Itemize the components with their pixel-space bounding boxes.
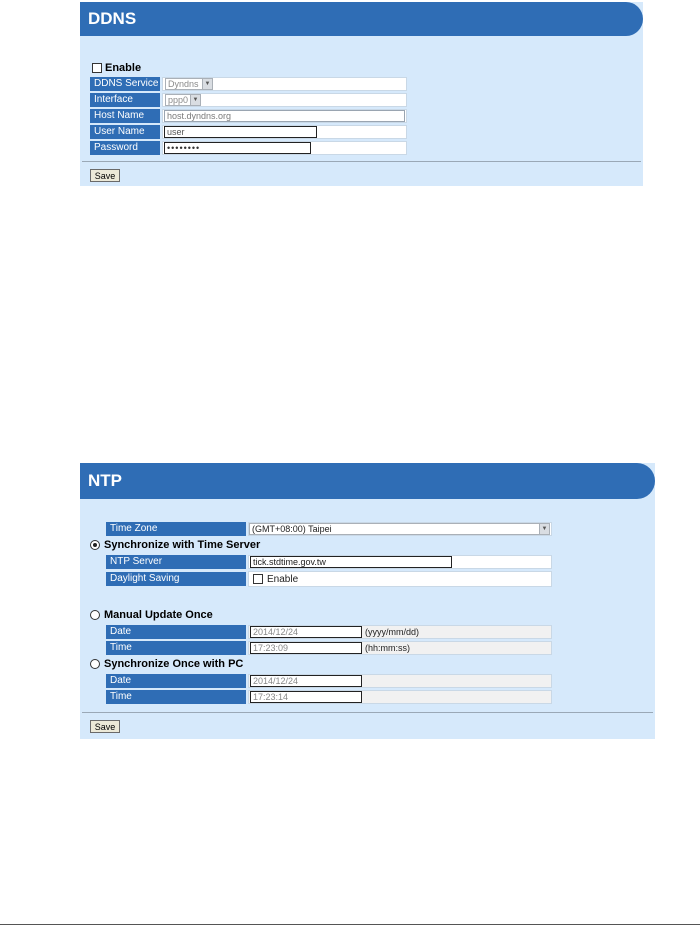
page-footer-rule <box>0 924 700 925</box>
ntp-sync-pc-radio[interactable] <box>90 659 100 669</box>
ntp-server-row <box>106 555 552 569</box>
ntp-server-label: NTP Server <box>106 555 246 569</box>
ntp-sync-pc-row <box>90 658 243 670</box>
ddns-user-row <box>90 125 407 139</box>
ddns-title: DDNS <box>88 9 137 28</box>
ntp-manual-time-cell <box>248 641 552 655</box>
chevron-down-icon: ▼ <box>202 79 212 89</box>
ddns-enable-label: Enable <box>105 62 142 74</box>
ntp-pc-time-row <box>106 690 552 704</box>
ntp-daylight-enable-label: Enable <box>267 573 299 585</box>
ntp-manual-time-label: Time <box>106 641 246 655</box>
ddns-password-cell <box>162 141 407 155</box>
ntp-manual-date-hint: (yyyy/mm/dd) <box>365 627 419 637</box>
ntp-timezone-select[interactable] <box>249 523 550 535</box>
ntp-server-input[interactable]: tick.stdtime.gov.tw <box>250 556 452 568</box>
ntp-header <box>80 463 655 499</box>
ntp-manual-date-row <box>106 625 552 639</box>
ntp-server-cell <box>248 555 552 569</box>
ntp-timezone-cell <box>248 522 552 536</box>
ntp-timezone-value: (GMT+08:00) Taipei <box>252 524 332 534</box>
ntp-title: NTP <box>88 471 122 490</box>
ddns-header <box>80 2 643 36</box>
ntp-save-button[interactable]: Save <box>90 720 120 733</box>
ntp-manual-time-hint: (hh:mm:ss) <box>365 643 410 653</box>
ntp-manual-time-row <box>106 641 552 655</box>
ddns-user-cell <box>162 125 407 139</box>
ddns-enable-checkbox[interactable] <box>92 63 102 73</box>
ddns-interface-cell <box>162 93 407 107</box>
ntp-daylight-label: Daylight Saving <box>106 572 246 586</box>
ddns-service-cell <box>162 77 407 91</box>
ntp-timezone-label: Time Zone <box>106 522 246 536</box>
ntp-daylight-checkbox[interactable] <box>253 574 263 584</box>
ddns-save-button[interactable]: Save <box>90 169 120 182</box>
ddns-password-row <box>90 141 407 155</box>
ntp-manual-radio[interactable] <box>90 610 100 620</box>
ddns-interface-label: Interface <box>90 93 160 107</box>
ddns-host-cell <box>162 109 407 123</box>
ddns-host-label: Host Name <box>90 109 160 123</box>
ntp-sync-pc-label: Synchronize Once with PC <box>104 658 244 670</box>
ddns-divider <box>82 161 641 162</box>
ddns-host-input[interactable]: host.dyndns.org <box>164 110 405 122</box>
chevron-down-icon: ▼ <box>539 524 549 534</box>
ntp-divider <box>82 712 653 713</box>
ntp-manual-date-input[interactable]: 2014/12/24 <box>250 626 362 638</box>
ddns-service-select[interactable] <box>165 78 213 90</box>
ntp-pc-time-label: Time <box>106 690 246 704</box>
ntp-sync-server-row <box>90 539 260 551</box>
ntp-pc-date-label: Date <box>106 674 246 688</box>
ntp-pc-date-cell <box>248 674 552 688</box>
ntp-pc-time-cell <box>248 690 552 704</box>
ddns-password-label: Password <box>90 141 160 155</box>
ntp-pc-time-input[interactable]: 17:23:14 <box>250 691 362 703</box>
ddns-password-input[interactable]: •••••••• <box>164 142 311 154</box>
ddns-service-label: DDNS Service <box>90 77 160 91</box>
ntp-sync-server-label: Synchronize with Time Server <box>104 539 261 551</box>
ntp-panel <box>80 463 655 739</box>
ntp-manual-row <box>90 609 213 621</box>
ntp-pc-date-row <box>106 674 552 688</box>
ddns-user-label: User Name <box>90 125 160 139</box>
ddns-service-row <box>90 77 407 91</box>
radio-selected-icon <box>93 543 97 547</box>
ddns-enable-row <box>92 62 141 74</box>
ddns-user-input[interactable]: user <box>164 126 317 138</box>
ntp-daylight-cell <box>248 571 552 587</box>
chevron-down-icon: ▼ <box>190 95 200 105</box>
ntp-manual-date-cell <box>248 625 552 639</box>
ntp-manual-time-input[interactable]: 17:23:09 <box>250 642 362 654</box>
ddns-service-value: Dyndns <box>168 79 199 89</box>
ddns-interface-row <box>90 93 407 107</box>
ddns-interface-select[interactable] <box>165 94 201 106</box>
ntp-manual-label: Manual Update Once <box>104 609 213 621</box>
ntp-sync-server-radio[interactable] <box>90 540 100 550</box>
ddns-host-row <box>90 109 407 123</box>
ddns-interface-value: ppp0 <box>168 95 189 105</box>
ntp-pc-date-input[interactable]: 2014/12/24 <box>250 675 362 687</box>
ntp-timezone-row <box>106 522 552 536</box>
ntp-daylight-row <box>106 571 552 587</box>
ddns-panel <box>80 2 643 186</box>
ntp-manual-date-label: Date <box>106 625 246 639</box>
